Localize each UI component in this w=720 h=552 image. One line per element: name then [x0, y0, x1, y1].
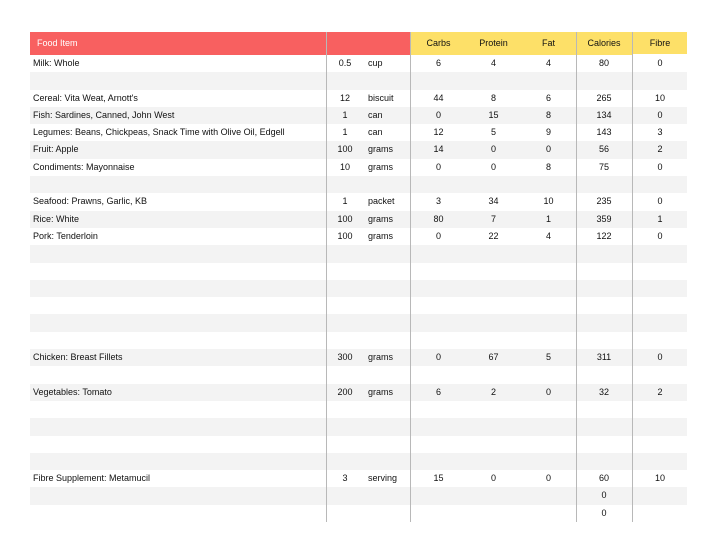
table-row [30, 470, 687, 487]
cell-food[interactable]: Rice: White [33, 213, 80, 224]
cell-carbs[interactable]: 6 [435, 58, 441, 68]
cell-qty[interactable]: 1 [342, 109, 348, 120]
cell-calories[interactable]: 32 [598, 386, 609, 397]
cell-calories[interactable]: 80 [598, 58, 609, 68]
cell-unit[interactable]: cup [368, 58, 383, 68]
cell-fibre[interactable]: 0 [657, 352, 663, 363]
cell-unit[interactable]: serving [368, 473, 398, 484]
cell-fat[interactable]: 8 [545, 161, 551, 172]
cell-protein[interactable]: 0 [490, 144, 496, 155]
cell-calories[interactable]: 0 [601, 507, 607, 518]
cell-qty[interactable]: 10 [339, 161, 350, 172]
cell-calories[interactable]: 0 [601, 490, 607, 501]
header-food-item[interactable]: Food Item [30, 32, 326, 55]
cell-food[interactable]: Seafood: Prawns, Garlic, KB [33, 196, 148, 207]
cell-carbs[interactable]: 80 [433, 213, 444, 224]
cell-carbs[interactable]: 0 [435, 109, 441, 120]
table-row [30, 124, 687, 141]
cell-fibre[interactable]: 2 [657, 144, 663, 155]
cell-carbs[interactable]: 14 [433, 144, 444, 155]
table-row [30, 332, 687, 349]
cell-food[interactable]: Vegetables: Tomato [33, 386, 112, 397]
cell-food[interactable]: Fish: Sardines, Canned, John West [33, 109, 175, 120]
cell-protein[interactable]: 22 [488, 230, 499, 241]
table-row [30, 55, 687, 72]
table-row [30, 349, 687, 366]
cell-fibre[interactable]: 1 [657, 213, 663, 224]
table-row [30, 193, 687, 210]
cell-fibre[interactable]: 0 [657, 161, 663, 172]
cell-fat[interactable]: 8 [545, 109, 551, 120]
cell-protein[interactable]: 0 [490, 161, 496, 172]
cell-fat[interactable]: 9 [545, 127, 551, 138]
cell-calories[interactable]: 75 [598, 161, 609, 172]
cell-fat[interactable]: 0 [545, 473, 551, 484]
cell-fibre[interactable]: 0 [657, 196, 663, 207]
cell-fibre[interactable]: 0 [657, 230, 663, 241]
header-protein[interactable]: Protein [466, 32, 521, 55]
cell-qty[interactable]: 12 [339, 92, 350, 103]
cell-protein[interactable]: 67 [488, 352, 499, 363]
cell-fat[interactable]: 10 [543, 196, 554, 207]
cell-qty[interactable]: 3 [342, 473, 348, 484]
column-divider-calories [576, 32, 577, 522]
cell-protein[interactable]: 5 [490, 127, 496, 138]
cell-protein[interactable]: 34 [488, 196, 499, 207]
table-row [30, 418, 687, 435]
cell-carbs[interactable]: 3 [435, 196, 441, 207]
cell-qty[interactable]: 0.5 [338, 58, 352, 68]
cell-calories[interactable]: 122 [596, 230, 612, 241]
cell-unit[interactable]: grams [368, 213, 394, 224]
cell-calories[interactable]: 56 [598, 144, 609, 155]
cell-protein[interactable]: 0 [490, 473, 496, 484]
table-body [30, 55, 687, 522]
cell-qty[interactable]: 1 [342, 196, 348, 207]
cell-food[interactable]: Cereal: Vita Weat, Arnott's [33, 92, 138, 103]
cell-unit[interactable]: grams [368, 144, 394, 155]
table-row [30, 107, 687, 124]
table-row [30, 263, 687, 280]
table-row [30, 141, 687, 158]
cell-fat[interactable]: 4 [545, 230, 551, 241]
cell-fat[interactable]: 0 [545, 144, 551, 155]
cell-fat[interactable]: 5 [545, 352, 551, 363]
cell-carbs[interactable]: 15 [433, 473, 444, 484]
cell-fat[interactable]: 0 [545, 386, 551, 397]
cell-qty[interactable]: 300 [337, 352, 353, 363]
cell-carbs[interactable]: 12 [433, 127, 444, 138]
cell-calories[interactable]: 134 [596, 109, 612, 120]
header-fat[interactable]: Fat [521, 32, 576, 55]
cell-food[interactable]: Fibre Supplement: Metamucil [33, 473, 151, 484]
header-calories[interactable]: Calories [576, 32, 632, 55]
cell-unit[interactable]: can [368, 127, 383, 138]
cell-qty[interactable]: 200 [337, 386, 353, 397]
cell-fibre[interactable]: 10 [654, 92, 665, 103]
cell-qty[interactable]: 100 [337, 230, 353, 241]
table-row [30, 176, 687, 193]
cell-calories[interactable]: 235 [596, 196, 612, 207]
cell-fat[interactable]: 4 [545, 58, 551, 68]
table-row [30, 314, 687, 331]
cell-protein[interactable]: 2 [490, 386, 496, 397]
cell-qty[interactable]: 100 [337, 144, 353, 155]
cell-fibre[interactable]: 10 [654, 473, 665, 484]
cell-protein[interactable]: 8 [490, 92, 496, 103]
cell-carbs[interactable]: 44 [433, 92, 444, 103]
table-row [30, 366, 687, 383]
table-row [30, 280, 687, 297]
cell-food[interactable]: Chicken: Breast Fillets [33, 352, 123, 363]
cell-food[interactable]: Condiments: Mayonnaise [33, 161, 135, 172]
cell-protein[interactable]: 4 [490, 58, 496, 68]
header-quantity-unit[interactable] [327, 32, 410, 55]
cell-food[interactable]: Pork: Tenderloin [33, 230, 98, 241]
table-row [30, 159, 687, 176]
cell-carbs[interactable]: 0 [435, 352, 441, 363]
cell-protein[interactable]: 7 [490, 213, 496, 224]
cell-calories[interactable]: 311 [596, 352, 612, 363]
cell-fibre[interactable]: 3 [657, 127, 663, 138]
column-divider-qty [326, 32, 327, 522]
cell-food[interactable]: Milk: Whole [33, 58, 80, 68]
table-row [30, 245, 687, 262]
table-row [30, 72, 687, 89]
cell-protein[interactable]: 15 [488, 109, 499, 120]
table-row [30, 487, 687, 504]
table-row [30, 505, 687, 522]
cell-unit[interactable]: can [368, 109, 383, 120]
header-carbs[interactable]: Carbs [411, 32, 466, 55]
cell-fibre[interactable]: 2 [657, 386, 663, 397]
cell-fibre[interactable]: 0 [657, 58, 663, 68]
table-row [30, 90, 687, 107]
cell-fibre[interactable]: 0 [657, 109, 663, 120]
cell-calories[interactable]: 143 [596, 127, 612, 138]
header-fibre[interactable]: Fibre [633, 32, 687, 54]
cell-unit[interactable]: packet [368, 196, 395, 207]
cell-calories[interactable]: 60 [598, 473, 609, 484]
cell-carbs[interactable]: 0 [435, 230, 441, 241]
column-divider-carbs [410, 32, 411, 522]
cell-qty[interactable]: 100 [337, 213, 353, 224]
cell-unit[interactable]: grams [368, 161, 394, 172]
cell-fat[interactable]: 6 [545, 92, 551, 103]
table-row [30, 384, 687, 401]
cell-food[interactable]: Legumes: Beans, Chickpeas, Snack Time with Olive Oil, Edgell [33, 127, 285, 138]
table-row [30, 297, 687, 314]
cell-qty[interactable]: 1 [342, 127, 348, 138]
table-row [30, 436, 687, 453]
column-divider-fibre [632, 32, 633, 522]
cell-carbs[interactable]: 6 [435, 386, 441, 397]
cell-unit[interactable]: grams [368, 386, 394, 397]
table-header [30, 32, 687, 55]
table-row [30, 401, 687, 418]
cell-food[interactable]: Fruit: Apple [33, 144, 79, 155]
table-row [30, 228, 687, 245]
cell-calories[interactable]: 265 [596, 92, 612, 103]
cell-carbs[interactable]: 0 [435, 161, 441, 172]
cell-unit[interactable]: biscuit [368, 92, 394, 103]
table-row [30, 211, 687, 228]
cell-unit[interactable]: grams [368, 352, 394, 363]
cell-fat[interactable]: 1 [545, 213, 551, 224]
cell-unit[interactable]: grams [368, 230, 394, 241]
table-row [30, 453, 687, 470]
cell-calories[interactable]: 359 [596, 213, 612, 224]
